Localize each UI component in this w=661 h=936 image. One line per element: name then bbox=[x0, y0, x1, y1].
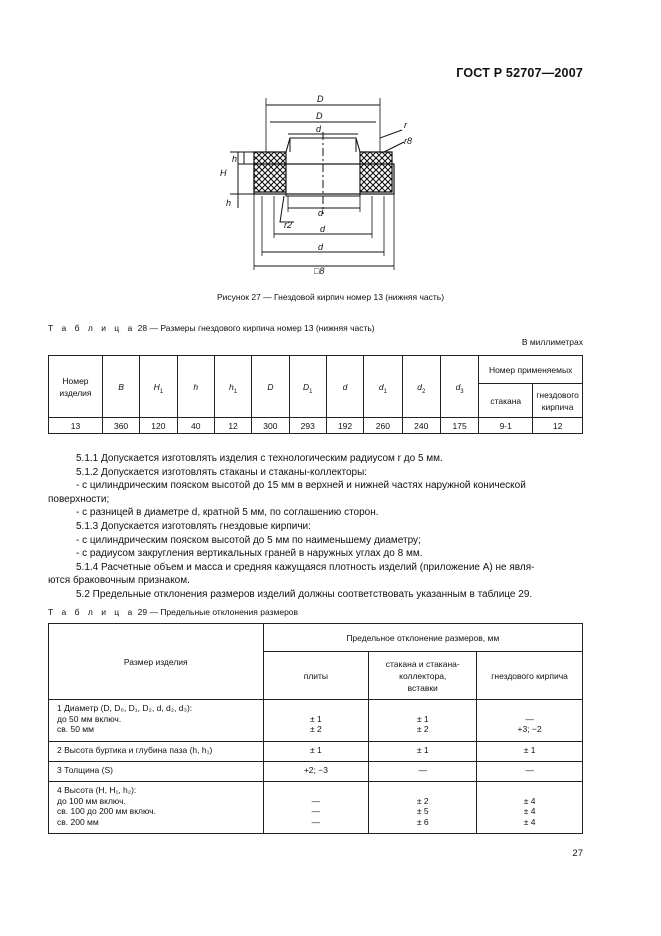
t29-cell-nest: ± 1 bbox=[477, 742, 583, 762]
t29-cell-glass: ± 1 bbox=[369, 742, 477, 762]
t29-line bbox=[369, 785, 476, 796]
table-row bbox=[49, 782, 583, 834]
table28-caption-text: 28 — Размеры гнездового кирпича номер 13 (нижняя часть) bbox=[137, 323, 375, 333]
table-row bbox=[49, 742, 583, 762]
t29-line: — bbox=[525, 713, 534, 724]
t29-line bbox=[264, 785, 369, 796]
paragraph: ются браковочным признаком. bbox=[48, 575, 190, 587]
t28-h-h1 bbox=[214, 356, 251, 418]
table28-units: В миллиметрах bbox=[521, 337, 583, 347]
t28-h-d2-sub: 2 bbox=[421, 388, 426, 395]
paragraph: 5.1.2 Допускается изготовлять стаканы и стаканы-коллекторы: bbox=[76, 466, 368, 478]
table29-caption bbox=[48, 607, 298, 617]
t29-row-label: 2 Высота буртика и глубина паза (h, h₁) bbox=[49, 742, 264, 762]
t29-line bbox=[477, 785, 582, 796]
t28-cell: 192 bbox=[326, 418, 363, 434]
t29-line bbox=[264, 703, 369, 714]
t28-h-D1-sub: 1 bbox=[309, 388, 313, 395]
t29-cell-glass bbox=[369, 782, 477, 834]
t28-cell: 12 bbox=[533, 418, 583, 434]
t29-line: ± 5 bbox=[416, 806, 429, 816]
t28-h-glass: стакана bbox=[479, 384, 533, 418]
t28-h-d1 bbox=[364, 356, 402, 418]
t28-h-D-text: D bbox=[267, 381, 274, 392]
t28-h-H1 bbox=[140, 356, 177, 418]
t29-line bbox=[369, 703, 476, 714]
t29-h-glass: стакана и стакана-коллектора, вставки bbox=[369, 652, 477, 700]
t28-cell: 293 bbox=[289, 418, 326, 434]
t28-h-h-text: h bbox=[193, 381, 199, 392]
t29-line: +3; −2 bbox=[517, 724, 542, 734]
t29-cell-glass: — bbox=[369, 762, 477, 782]
t28-cell: 120 bbox=[140, 418, 177, 434]
body-text bbox=[48, 452, 583, 602]
table29-caption-prefix: Т а б л и ц а bbox=[48, 607, 136, 617]
t28-h-H1-text: H bbox=[153, 381, 160, 392]
t29-row-line: 1 Диаметр (D, D₀, D₁, D₂, d, d₂, d₃): bbox=[57, 703, 193, 713]
table29-caption-text: 29 — Предельные отклонения размеров bbox=[137, 607, 299, 617]
t28-h-D1 bbox=[289, 356, 326, 418]
t28-cell: 40 bbox=[177, 418, 214, 434]
t28-cell: 13 bbox=[49, 418, 103, 434]
paragraph: 5.2 Предельные отклонения размеров изделий должны соответствовать указанным в таблице 29. bbox=[76, 588, 533, 600]
paragraph: - с цилиндрическим пояском высотой до 5 мм по наименьшему диаметру; bbox=[76, 534, 421, 546]
t28-h-h bbox=[177, 356, 214, 418]
t29-cell-plate: +2; −3 bbox=[263, 762, 369, 782]
table-row bbox=[49, 762, 583, 782]
fig-label-D: D bbox=[317, 94, 324, 104]
fig-label-r2: r2 bbox=[284, 220, 293, 230]
table28-caption-prefix: Т а б л и ц а bbox=[48, 323, 136, 333]
t29-row-line: св. 100 до 200 мм включ. bbox=[57, 806, 156, 816]
t28-h-B-text: B bbox=[118, 381, 124, 392]
fig-label-h1: h bbox=[226, 198, 232, 208]
t29-row-line: до 100 мм включ. bbox=[57, 795, 126, 806]
figure-caption: Рисунок 27 — Гнездовой кирпич номер 13 (нижняя часть) bbox=[216, 292, 445, 302]
t29-line: — bbox=[311, 806, 321, 816]
table-29 bbox=[48, 623, 583, 834]
t29-line: ± 1 bbox=[310, 713, 322, 724]
t29-row-line: до 50 мм включ. bbox=[57, 713, 122, 724]
t29-row-line: св. 50 мм bbox=[57, 724, 94, 734]
paragraph: - с цилиндрическим пояском высотой до 15 мм в верхней и нижней частях наружной конической bbox=[76, 480, 526, 492]
t29-cell-nest bbox=[477, 700, 583, 742]
table-28 bbox=[48, 355, 583, 434]
t29-cell-glass bbox=[369, 700, 477, 742]
t29-h-dev: Предельное отклонение размеров, мм bbox=[263, 624, 583, 652]
t29-row-label: 3 Толщина (S) bbox=[49, 762, 264, 782]
fig-label-h: h bbox=[232, 154, 238, 164]
fig-label-H1: H bbox=[220, 168, 227, 178]
fig-label-D1: D bbox=[316, 111, 323, 121]
fig-label-d1: d bbox=[318, 242, 324, 252]
t29-row-line: 4 Высота (H, H₁, h₂): bbox=[57, 785, 137, 795]
t28-h-d3-text: d bbox=[455, 381, 461, 392]
paragraph: - с разницей в диаметре d, кратной 5 мм, по соглашению сторон. bbox=[76, 507, 379, 519]
t29-line: ± 2 bbox=[416, 795, 429, 806]
t29-cell-plate bbox=[263, 782, 369, 834]
t29-cell-nest bbox=[477, 782, 583, 834]
t29-line bbox=[477, 703, 582, 714]
t29-cell-plate bbox=[263, 700, 369, 742]
t28-cell: 300 bbox=[252, 418, 289, 434]
t29-line: ± 4 bbox=[523, 806, 536, 816]
t28-h-d3 bbox=[440, 356, 478, 418]
t28-cell: 175 bbox=[440, 418, 478, 434]
table-row bbox=[49, 418, 583, 434]
t28-h-d1-sub: 1 bbox=[383, 388, 387, 395]
t29-line: ± 4 bbox=[523, 795, 536, 806]
t28-h-d bbox=[326, 356, 363, 418]
t29-line: ± 6 bbox=[416, 816, 429, 827]
t29-line: ± 2 bbox=[310, 724, 322, 734]
t28-h-d2-text: d bbox=[417, 381, 422, 392]
t28-h-d-text: d bbox=[342, 381, 348, 392]
t28-h-H1-sub: 1 bbox=[159, 388, 164, 395]
figure-27-drawing bbox=[214, 92, 414, 277]
fig-label-r: r bbox=[404, 120, 407, 130]
t28-h-h1-text: h bbox=[229, 381, 234, 392]
t28-h-h1-sub: 1 bbox=[233, 388, 238, 395]
t28-h-d3-sub: 3 bbox=[460, 388, 464, 395]
t28-cell: 9-1 bbox=[479, 418, 533, 434]
t29-h-size: Размер изделия bbox=[49, 624, 264, 700]
paragraph: 5.1.4 Расчетные объем и масса и средняя кажущаяся плотность изделий (приложение А) не явля- bbox=[76, 561, 535, 573]
t29-h-plate: плиты bbox=[263, 652, 369, 700]
t29-row-label bbox=[49, 782, 264, 834]
t29-line: — bbox=[311, 795, 321, 806]
fig-label-d3: d bbox=[318, 208, 324, 218]
t29-row-line: св. 200 мм bbox=[57, 816, 99, 827]
table-row bbox=[49, 700, 583, 742]
t29-h-nest: гнездового кирпича bbox=[477, 652, 583, 700]
t28-cell: 12 bbox=[214, 418, 251, 434]
t29-line: — bbox=[311, 816, 321, 827]
fig-label-d: d bbox=[320, 224, 326, 234]
paragraph: 5.1.3 Допускается изготовлять гнездовые кирпичи: bbox=[76, 520, 311, 532]
t28-h-d1-text: d bbox=[378, 381, 384, 392]
fig-label-square: □8 bbox=[314, 266, 325, 276]
t28-h-used: Номер применяемых bbox=[479, 356, 583, 384]
table28-caption bbox=[48, 323, 375, 333]
t29-line: ± 4 bbox=[523, 816, 536, 827]
t28-cell: 240 bbox=[402, 418, 440, 434]
paragraph: поверхности; bbox=[48, 493, 110, 505]
t29-line: ± 1 bbox=[416, 713, 429, 724]
t28-cell: 260 bbox=[364, 418, 402, 434]
t29-row-label bbox=[49, 700, 264, 742]
t28-h-nest: гнездового кирпича bbox=[533, 384, 583, 418]
t28-h-B bbox=[102, 356, 139, 418]
fig-label-r8: r8 bbox=[404, 136, 413, 146]
standard-header: ГОСТ Р 52707—2007 bbox=[456, 66, 583, 80]
t29-cell-nest: — bbox=[477, 762, 583, 782]
t28-cell: 360 bbox=[102, 418, 139, 434]
t28-h-item: Номер изделия bbox=[49, 356, 103, 418]
paragraph: 5.1.1 Допускается изготовлять изделия с технологическим радиусом r до 5 мм. bbox=[76, 453, 443, 464]
t28-h-D bbox=[252, 356, 289, 418]
page-number: 27 bbox=[572, 848, 583, 859]
t29-cell-plate: ± 1 bbox=[263, 742, 369, 762]
fig-label-d2: d bbox=[316, 124, 322, 134]
t29-line: ± 2 bbox=[416, 724, 429, 734]
t28-h-d2 bbox=[402, 356, 440, 418]
paragraph: - с радиусом закругления вертикальных граней в наружных углах до 8 мм. bbox=[76, 548, 423, 560]
t28-h-D1-text: D bbox=[302, 381, 310, 392]
